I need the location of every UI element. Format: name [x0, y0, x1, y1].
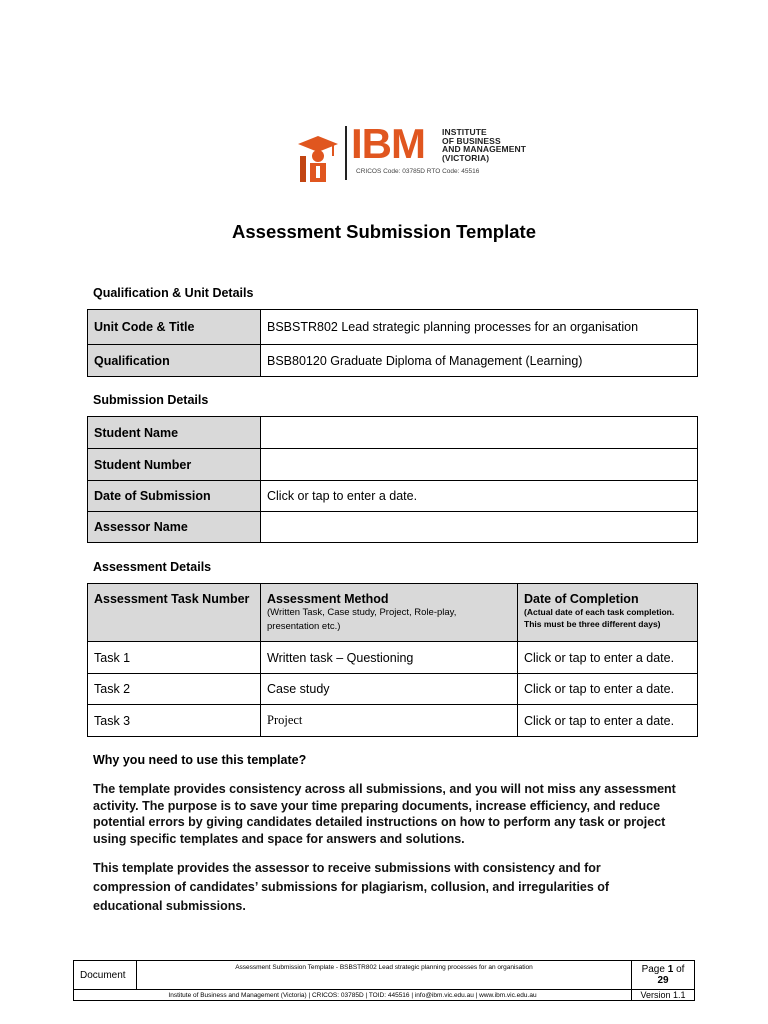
page-title: Assessment Submission Template — [232, 221, 536, 242]
table-row — [88, 417, 698, 449]
table-header-row — [88, 584, 698, 642]
table-row — [88, 674, 698, 705]
ibm-logo — [296, 120, 527, 184]
date-header-note: (Actual date of each task completion. This must be three different days) — [524, 607, 675, 629]
method-cell: Project — [261, 705, 518, 737]
logo-line: (VICTORIA) — [442, 152, 490, 163]
submission-table — [87, 416, 698, 543]
table-row — [88, 449, 698, 481]
footer-row — [74, 961, 695, 990]
logo-divider — [345, 126, 347, 180]
logo-institute-name — [442, 128, 526, 162]
completion-date-field[interactable]: Click or tap to enter a date. — [518, 642, 698, 674]
method-header-note: (Written Task, Case study, Project, Role-play, presentation etc.) — [267, 607, 457, 632]
completion-date-field[interactable]: Click or tap to enter a date. — [518, 674, 698, 705]
task-number-cell: Task 1 — [88, 642, 261, 674]
date-header-title: Date of Completion — [524, 592, 639, 606]
assessor-name-label: Assessor Name — [88, 512, 261, 543]
date-of-submission-field[interactable]: Click or tap to enter a date. — [261, 481, 698, 512]
logo-line: OF BUSINESS — [442, 135, 501, 146]
task-number-cell: Task 2 — [88, 674, 261, 705]
qualification-table — [87, 309, 698, 377]
table-row — [88, 345, 698, 377]
task-number-header: Assessment Task Number — [88, 584, 261, 642]
table-row — [88, 642, 698, 674]
why-heading: Why you need to use this template? — [93, 753, 307, 767]
page-of: of — [676, 964, 685, 975]
qualification-value: BSB80120 Graduate Diploma of Management (Learning) — [261, 345, 698, 377]
method-cell: Written task – Questioning — [261, 642, 518, 674]
page-prefix: Page — [641, 964, 665, 975]
student-name-label: Student Name — [88, 417, 261, 449]
assessment-table — [87, 583, 698, 737]
logo-brand: IBM — [351, 120, 425, 167]
qualification-label: Qualification — [88, 345, 261, 377]
student-name-field[interactable] — [261, 417, 698, 449]
unit-code-value: BSBSTR802 Lead strategic planning processes for an organisation — [261, 310, 698, 345]
task-number-cell: Task 3 — [88, 705, 261, 737]
footer-version: Version 1.1 — [632, 990, 695, 1001]
student-number-field[interactable] — [261, 449, 698, 481]
qualification-section-label: Qualification & Unit Details — [93, 286, 254, 300]
page-footer — [73, 960, 695, 1001]
footer-institute-line: Institute of Business and Management (Victoria) | CRICOS: 03785D | TOID: 445516 | info@ibm.vic.edu.au | www.ibm.vic.edu.au — [74, 990, 632, 1001]
unit-code-label: Unit Code & Title — [88, 310, 261, 345]
assessment-section-label: Assessment Details — [93, 560, 212, 574]
footer-doc-description: Assessment Submission Template - BSBSTR802 Lead strategic planning processes for an organisation — [137, 961, 632, 990]
method-header — [261, 584, 518, 642]
completion-date-field[interactable]: Click or tap to enter a date. — [518, 705, 698, 737]
footer-page-number — [632, 961, 695, 990]
footer-doc-label: Document — [74, 961, 137, 990]
why-paragraph-2: This template provides the assessor to receive submissions with consistency and for compression of candidates’ submissions for plagiarism, collusion, and irregularities of educational submissions. — [93, 861, 610, 913]
submission-section-label: Submission Details — [93, 393, 209, 407]
table-row — [88, 705, 698, 737]
why-paragraph-1: The template provides consistency across all submissions, and you will not miss any assessment activity. The purpose is to save your time preparing documents, increase efficiency, and reduce potential errors by giving candidates detailed instructions on how to perform any task or project using specific templates and space for answers and solutions. — [93, 782, 676, 846]
page-total: 29 — [657, 975, 669, 986]
method-header-title: Assessment Method — [267, 592, 389, 606]
date-header — [518, 584, 698, 642]
assessor-name-field[interactable] — [261, 512, 698, 543]
graduate-icon — [296, 126, 342, 182]
logo-cricos: CRICOS Code: 03785D RTO Code: 45516 — [356, 168, 480, 175]
footer-row — [74, 990, 695, 1001]
method-cell: Case study — [261, 674, 518, 705]
logo-line: AND MANAGEMENT — [442, 144, 527, 154]
table-row — [88, 512, 698, 543]
date-of-submission-label: Date of Submission — [88, 481, 261, 512]
table-row — [88, 481, 698, 512]
logo-line: INSTITUTE — [442, 127, 487, 137]
table-row — [88, 310, 698, 345]
student-number-label: Student Number — [88, 449, 261, 481]
page-current: 1 — [667, 964, 674, 975]
